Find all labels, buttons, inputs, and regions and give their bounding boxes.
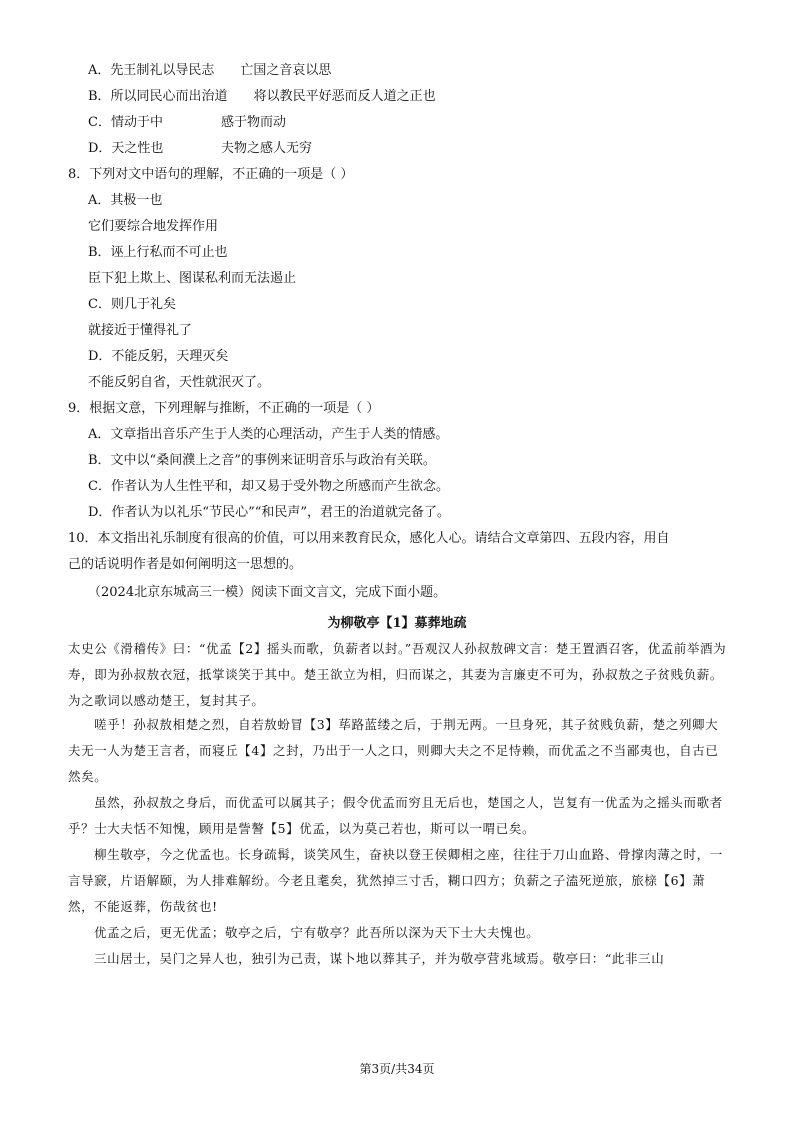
reading-intro: （2024北京东城高三一模）阅读下面文言文，完成下面小题。 bbox=[88, 585, 447, 600]
q8-stem: 8．下列对文中语句的理解，不正确的一项是（ ） bbox=[68, 167, 354, 182]
q8-explanation-d: 不能反躬自省，天性就泯灭了。 bbox=[88, 375, 271, 390]
passage-paragraph-5: 优孟之后，更无优孟；敬亭之后，宁有敬亭？此吾所以深为天下士大夫愧也。 bbox=[94, 925, 540, 940]
q7-option-d bbox=[88, 140, 312, 158]
q7-option-d-right: 夫物之感人无穷 bbox=[221, 141, 313, 156]
q9-stem: 9．根据文意，下列理解与推断，不正确的一项是（ ） bbox=[68, 401, 380, 416]
passage-title: 为柳敬亭【1】募葬地疏 bbox=[327, 616, 467, 631]
passage-paragraph-4: 柳生敬亭，今之优孟也。长身疏髯，谈笑风生，奋袂以登王侯卿相之座，往往于刀山血路、骨撑肉薄之时，一言导窾，片语解颐，为人排难解纷。今老且耄矣，犹然掉三寸舌，糊口四方；负薪之子溘死逆旅，旅榇【6】萧然，不能返葬，伤哉贫也! bbox=[68, 847, 723, 914]
q8-explanation-c: 就接近于懂得礼了 bbox=[88, 323, 193, 338]
q10-line-2: 己的话说明作者是如何阐明这一思想的。 bbox=[68, 557, 303, 572]
passage-paragraph-6: 三山居士，吴门之异人也，独引为己责，谋卜地以葬其子，并为敬亭营兆域焉。敬亭曰：“此非三山 bbox=[94, 951, 665, 966]
q7-option-b bbox=[88, 88, 436, 106]
q9-option-b: B．文中以“桑间濮上之音”的事例来证明音乐与政治有关联。 bbox=[88, 453, 436, 468]
passage-paragraph-3: 虽然，孙叔敖之身后，而优孟可以属其子；假令优孟而穷且无后也，楚国之人，岂复有一优孟为之摇头而歌者乎？士大夫恬不知愧，顾用是訾謷【5】优孟，以为莫己若也，斯可以一喟已矣。 bbox=[68, 795, 723, 836]
q8-option-d: D．不能反躬，天理灭矣 bbox=[88, 349, 229, 364]
q7-option-c-left: C．情动于中 bbox=[88, 115, 163, 130]
passage-paragraph-2: 嗟乎！孙叔敖相楚之烈，自若敖蚡冒【3】荜路蓝缕之后，于荆无两。一旦身死，其子贫贱负薪，楚之列卿大夫无一人为楚王言者，而寝丘【4】之封，乃出于一人之口，则卿大夫之不足恃赖，而优孟之不当鄙夷也，自古已然矣。 bbox=[68, 717, 719, 784]
q8-option-b: B．诬上行私而不可止也 bbox=[88, 245, 228, 260]
q7-option-a-right: 亡国之音哀以思 bbox=[240, 63, 332, 78]
q9-option-d: D．作者认为以礼乐“节民心”“和民声”，君王的治道就完备了。 bbox=[88, 505, 451, 520]
q7-option-b-right: 将以教民平好恶而反人道之正也 bbox=[253, 89, 436, 104]
q7-option-a bbox=[88, 62, 331, 80]
q7-option-a-left: A．先王制礼以导民志 bbox=[88, 63, 215, 78]
q10-line-1: 10．本文指出礼乐制度有很高的价值，可以用来教育民众，感化人心。请结合文章第四、五段内容，用自 bbox=[68, 531, 670, 546]
q8-explanation-b: 臣下犯上欺上、图谋私利而无法遏止 bbox=[88, 271, 297, 286]
passage-paragraph-1: 太史公《滑稽传》曰：“优孟【2】摇头而歌，负薪者以封。”吾观汉人孙叔敖碑文言：楚王置酒召客，优孟前举酒为寿，即为孙叔敖衣冠，抵掌谈笑于其中。楚王欲立为相，归而谋之，其妻为言廉吏不可为，孙叔敖之子贫贱负薪。为之歌词以感动楚王，复封其子。 bbox=[68, 641, 727, 708]
q9-option-a: A．文章指出音乐产生于人类的心理活动，产生于人类的情感。 bbox=[88, 427, 449, 442]
q7-option-b-left: B．所以同民心而出治道 bbox=[88, 89, 228, 104]
q7-option-d-left: D．天之性也 bbox=[88, 141, 164, 156]
q7-option-c bbox=[88, 114, 286, 132]
q7-option-c-right: 感于物而动 bbox=[221, 115, 287, 130]
q8-option-c: C．则几于礼矣 bbox=[88, 297, 176, 312]
page-number: 第3页/共34页 bbox=[359, 1062, 435, 1076]
q8-explanation-a: 它们要综合地发挥作用 bbox=[88, 219, 219, 234]
q9-option-c: C．作者认为人生性平和，却又易于受外物之所感而产生欲念。 bbox=[88, 479, 449, 494]
q8-option-a: A．其极一也 bbox=[88, 193, 163, 208]
